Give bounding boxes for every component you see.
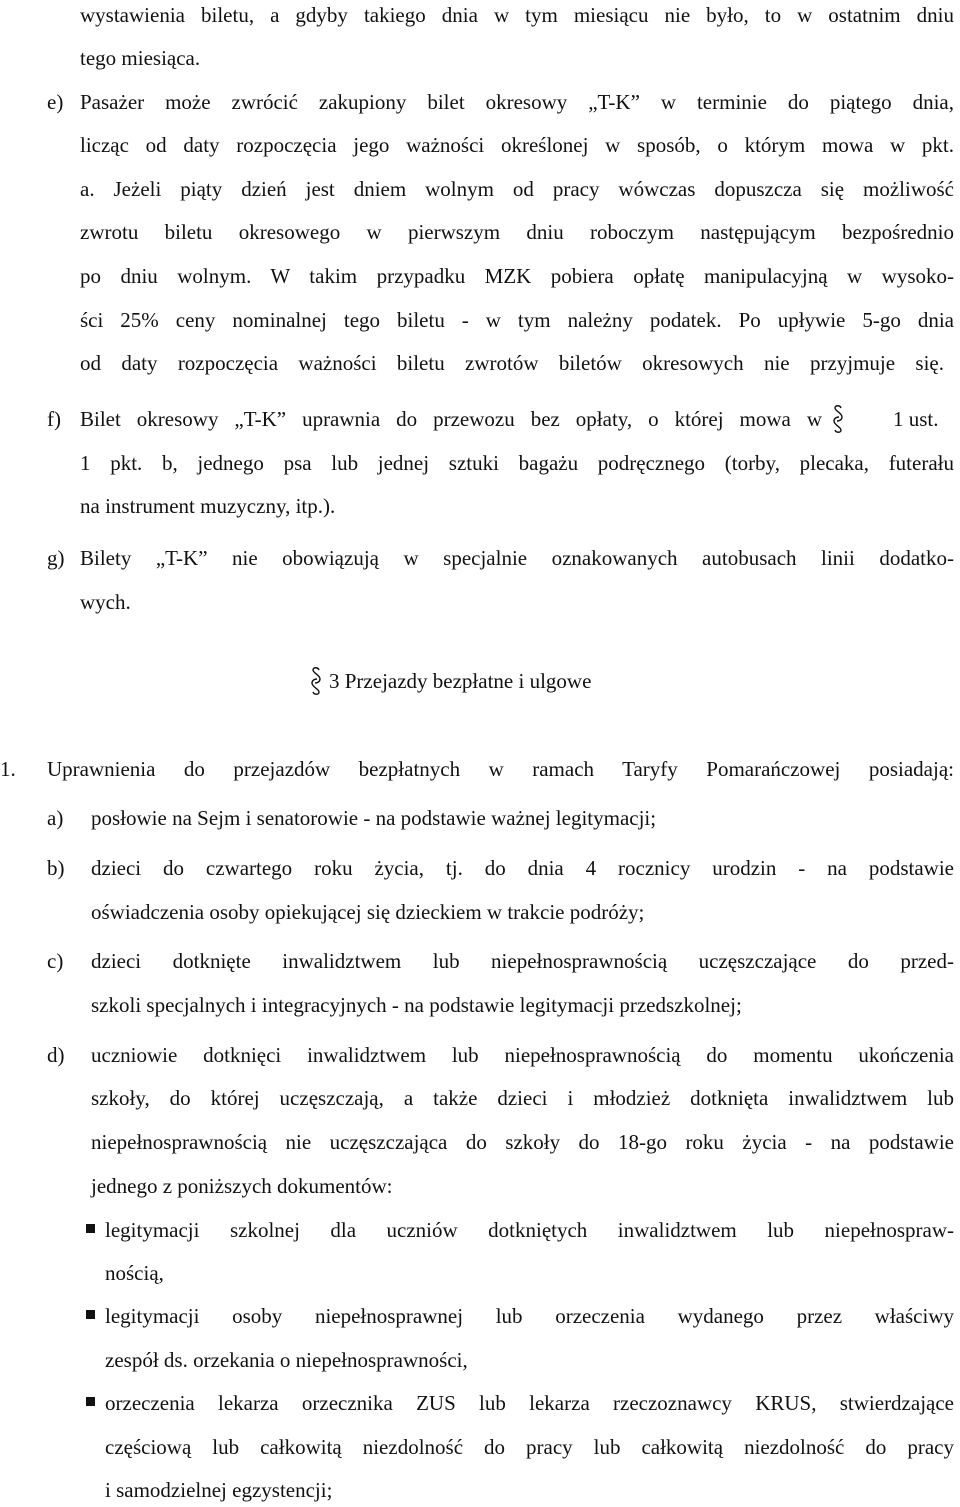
item-a-line: posłowie na Sejm i senatorowie - na podstawie ważnej legitymacji; <box>91 806 657 830</box>
item-b-line: dzieci do czwartego roku życia, tj. do dnia 4 rocznicy urodzin - na podstawie <box>91 856 954 880</box>
list-marker-b: b) <box>47 856 65 880</box>
square-bullet-icon <box>86 1310 95 1319</box>
item-e-line: licząc od daty rozpoczęcia jego ważności określonej w sposób, o którym mowa w pkt. <box>80 133 954 157</box>
item-d-line: uczniowie dotknięci inwalidztwem lub niepełnosprawnością do momentu ukończenia <box>91 1043 954 1067</box>
section-marker-1: 1. <box>0 757 16 781</box>
list-marker-c: c) <box>47 949 64 973</box>
square-bullet-icon <box>86 1224 95 1233</box>
item-f-line: 1 pkt. b, jednego psa lub jednej sztuki bagażu podręcznego (torby, plecaka, futerału <box>80 451 954 475</box>
item-f-line-tail: 1 ust. <box>893 407 939 431</box>
list-marker-a: a) <box>47 806 64 830</box>
list-marker-d: d) <box>47 1043 65 1067</box>
item-c-line: szkoli specjalnych i integracyjnych - na podstawie legitymacji przedszkolnej; <box>91 993 742 1017</box>
text-line-content: wystawienia biletu, a gdyby takiego dnia w tym miesiącu nie było, to w ostatnim dniu <box>80 3 954 27</box>
item-d-line: niepełnosprawnością nie uczęszczająca do szkoły do 18-go roku życia - na podstawie <box>91 1130 954 1154</box>
item-g-line: wych. <box>80 590 131 614</box>
sub-bullet-line: orzeczenia lekarza orzecznika ZUS lub lekarza rzeczoznawcy KRUS, stwierdzające <box>105 1391 954 1415</box>
section-sign-icon <box>831 403 845 435</box>
sub-bullet-line: legitymacji szkolnej dla uczniów dotkniętych inwalidztwem lub niepełnospraw- <box>105 1218 954 1242</box>
sub-bullet-line: zespół ds. orzekania o niepełnosprawności, <box>105 1348 468 1372</box>
item-d-line: szkoły, do której uczęszczają, a także dzieci i młodzież dotknięta inwalidztwem lub <box>91 1086 954 1110</box>
text-line-content: tego miesiąca. <box>80 46 201 70</box>
list-marker-e: e) <box>47 90 64 114</box>
list-marker-f: f) <box>47 407 61 431</box>
item-f-line: Bilet okresowy „T-K” uprawnia do przewozu bez opłaty, o której mowa w <box>80 407 822 431</box>
item-g-line: Bilety „T-K” nie obowiązują w specjalnie oznakowanych autobusach linii dodatko- <box>80 546 954 570</box>
item-e-line: po dniu wolnym. W takim przypadku MZK pobiera opłatę manipulacyjną w wysoko- <box>80 264 954 288</box>
item-e-line: zwrotu biletu okresowego w pierwszym dniu roboczym następującym bezpośrednio <box>80 220 954 244</box>
item-e-line: Pasażer może zwrócić zakupiony bilet okresowy „T-K” w terminie do piątego dnia, <box>80 90 954 114</box>
item-e-line: ści 25% ceny nominalnej tego biletu - w tym należny podatek. Po upływie 5-go dnia <box>80 308 954 332</box>
item-d-line: jednego z poniższych dokumentów: <box>91 1174 393 1198</box>
item-e-line: a. Jeżeli piąty dzień jest dniem wolnym od pracy wówczas dopuszcza się możliwość <box>80 177 954 201</box>
text-line <box>80 45 200 71</box>
section-sign-icon <box>309 665 323 697</box>
square-bullet-icon <box>86 1397 95 1406</box>
section-intro: Uprawnienia do przejazdów bezpłatnych w ramach Taryfy Pomarańczowej posiadają: <box>47 757 954 781</box>
text-line <box>80 2 954 28</box>
item-f-line: na instrument muzyczny, itp.). <box>80 494 336 518</box>
section-heading: 3 Przejazdy bezpłatne i ulgowe <box>329 669 592 693</box>
sub-bullet-line: i samodzielnej egzystencji; <box>105 1478 333 1502</box>
item-e-line: od daty rozpoczęcia ważności biletu zwrotów biletów okresowych nie przyjmuje się. <box>80 351 944 375</box>
item-c-line: dzieci dotknięte inwalidztwem lub niepełnosprawnością uczęszczające do przed- <box>91 949 954 973</box>
sub-bullet-line: częściową lub całkowitą niezdolność do pracy lub całkowitą niezdolność do pracy <box>105 1435 954 1459</box>
list-marker-g: g) <box>47 546 65 570</box>
item-b-line: oświadczenia osoby opiekującej się dzieckiem w trakcie podróży; <box>91 900 645 924</box>
sub-bullet-line: legitymacji osoby niepełnosprawnej lub orzeczenia wydanego przez właściwy <box>105 1304 954 1328</box>
sub-bullet-line: nością, <box>105 1261 164 1285</box>
